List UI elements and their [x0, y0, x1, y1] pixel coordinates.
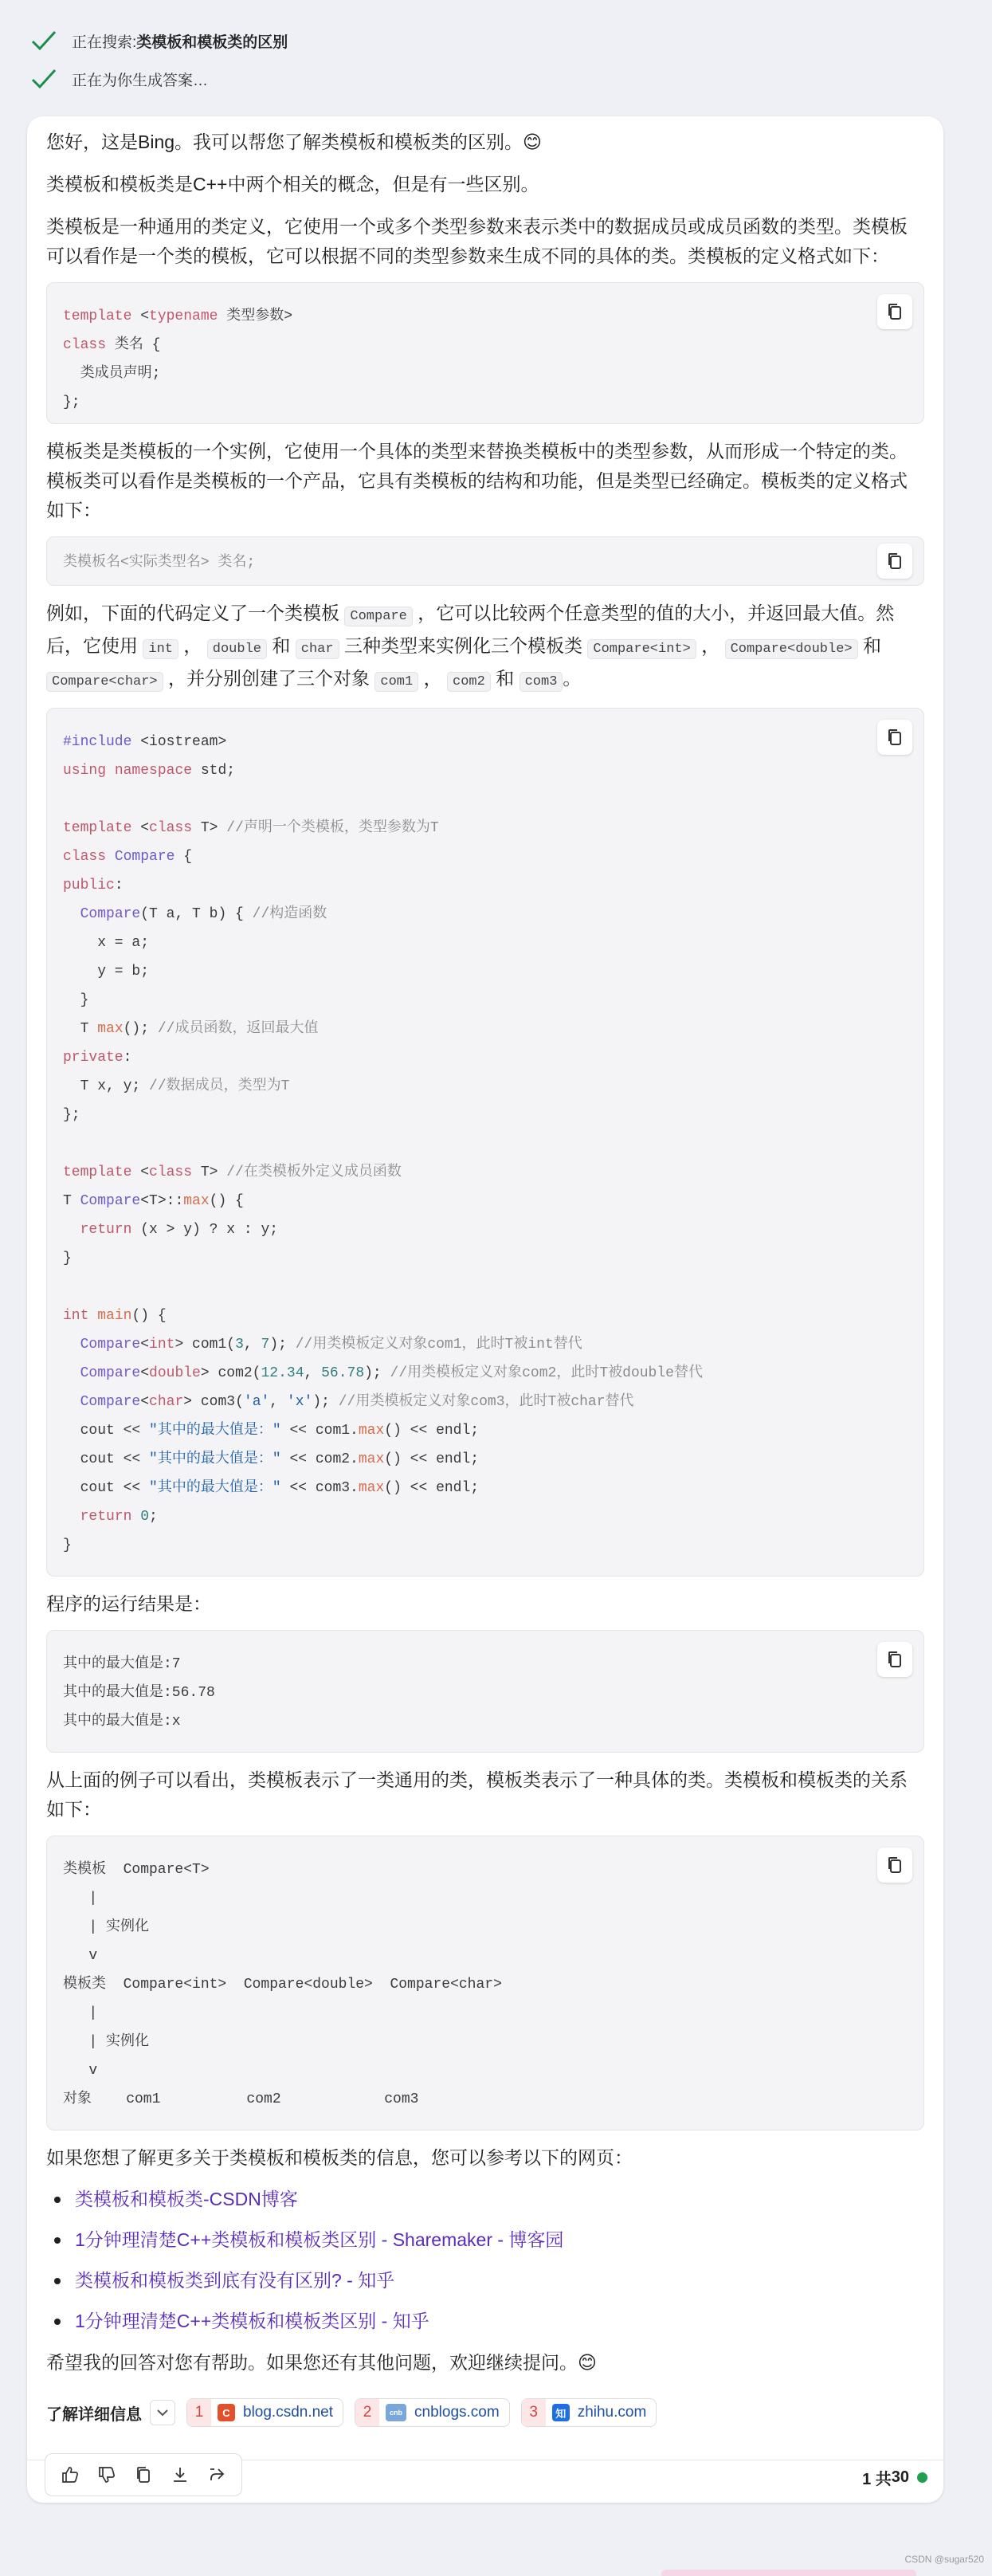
reference-link[interactable]: 1分钟理清楚C++类模板和模板类区别 - 知乎 [75, 2311, 429, 2331]
template-class-desc: 模板类是类模板的一个实例，它使用一个具体的类型来替换类模板中的类型参数，从而形成一个特定的类。模板类可以看作是类模板的一个产品，它具有类模板的结构和功能，但是类型已经确定。模板类的定义格式如下： [46, 441, 908, 520]
code-line: 类模板 Compare<T> [63, 1862, 210, 1878]
relation-desc: 从上面的例子可以看出，类模板表示了一类通用的类，模板类表示了一种具体的类。类模板和模板类的关系如下： [46, 1769, 908, 1820]
code-line: template <class T> //声明一个类模板，类型参数为T [63, 820, 439, 836]
source-chip[interactable] [186, 2398, 343, 2427]
watermark-text: CSDN @sugar520 [904, 2554, 984, 2565]
thumbs-up-icon [61, 2465, 80, 2484]
code-line: | [63, 1891, 98, 1906]
inline-code: int [143, 639, 178, 659]
code-line: | [63, 2005, 98, 2021]
code-line: using namespace std; [63, 763, 236, 779]
search-status-prefix: 正在搜索: [72, 33, 137, 51]
code-line: public: [63, 878, 124, 893]
code-line: #include <iostream> [63, 734, 227, 750]
code-line: return (x > y) ? x : y; [80, 1222, 279, 1238]
cnblogs-favicon-icon: cnb [386, 2404, 406, 2421]
code-line: private: [63, 1050, 132, 1066]
turn-count-total: 30 [891, 2468, 909, 2486]
inline-code: Compare<double> [725, 639, 858, 659]
inline-code: char [296, 639, 339, 659]
code-line: x = a; [63, 935, 150, 951]
code-line: | 实例化 [63, 2034, 150, 2050]
search-query: 类模板和模板类的区别 [136, 33, 288, 51]
source-chip[interactable] [355, 2398, 510, 2427]
code-example-lines [63, 728, 908, 1560]
input-bar-edge [661, 2570, 916, 2576]
example-text: 和 [272, 635, 291, 656]
learn-more-label: 了解详细信息 [46, 2405, 142, 2424]
code-line: 其中的最大值是:x [63, 1714, 181, 1730]
source-site: blog.csdn.net [243, 2404, 334, 2421]
copy-icon [887, 303, 903, 320]
reference-links [46, 2179, 924, 2342]
code-block-output[interactable] [46, 1630, 924, 1753]
example-text: ，它可以比较两个任意类型的值的大小，并返回最大值。然后，它使用 [46, 603, 895, 656]
code-line: } [63, 1537, 72, 1553]
inline-code: com1 [374, 672, 418, 692]
search-status [30, 29, 288, 53]
code-line: Compare<double> com2(12.34, 56.78); //用类模板定义对象com2，此时T被double替代 [80, 1365, 703, 1381]
code-line: }; [63, 1107, 80, 1123]
run-result-label: 程序的运行结果是： [46, 1593, 211, 1614]
code-line: y = b; [63, 964, 150, 980]
code-line: }; [63, 395, 80, 410]
dislike-button[interactable] [90, 2458, 124, 2492]
code-line: v [63, 2063, 98, 2079]
reference-link-item[interactable] [46, 2179, 924, 2220]
copy-code-button[interactable] [877, 294, 912, 329]
source-number: 2 [355, 2399, 379, 2426]
class-template-desc: 类模板是一种通用的类定义，它使用一个或多个类型参数来表示类中的数据成员或成员函数的类型。类模板可以看作是一个类的模板，它可以根据不同的类型参数来生成不同的具体的类。类模板的定义格式如下： [46, 216, 908, 266]
like-button[interactable] [53, 2458, 87, 2492]
code-line: | 实例化 [63, 1919, 150, 1935]
inline-code: com3 [520, 672, 563, 692]
code-diagram-lines [63, 1855, 908, 2114]
inline-code: Compare<int> [587, 639, 696, 659]
inline-code: double [207, 639, 267, 659]
more-info-text: 如果您想了解更多关于类模板和模板类的信息，您可以参考以下的网页： [46, 2147, 633, 2168]
example-text: ， [701, 635, 720, 656]
example-text: ， [423, 668, 442, 689]
closing-text: 希望我的回答对您有帮助。如果您还有其他问题，欢迎继续提问。😊 [46, 2352, 597, 2373]
code-line: 其中的最大值是:56.78 [63, 1685, 215, 1701]
generating-text: 正在为你生成答案… [72, 72, 209, 89]
example-text: ，并分别创建了三个对象 [168, 668, 371, 689]
turn-count-prefix: 1 共 [862, 2471, 892, 2488]
code-line [63, 1273, 908, 1302]
code-line: Compare(T a, T b) { //构造函数 [80, 906, 327, 922]
copy-code-button[interactable] [877, 720, 912, 755]
code-line: T max(); //成员函数，返回最大值 [63, 1021, 319, 1037]
code-line: T x, y; //数据成员，类型为T [63, 1078, 290, 1094]
copy-icon [887, 1856, 903, 1874]
source-site: cnblogs.com [414, 2404, 500, 2421]
example-text: 。 [563, 668, 582, 689]
share-button[interactable] [200, 2458, 233, 2492]
code-line: template <class T> //在类模板外定义成员函数 [63, 1164, 402, 1180]
inline-code: Compare [344, 607, 412, 626]
copy-icon [887, 728, 903, 746]
chevron-down-icon [157, 2409, 168, 2417]
download-icon [171, 2465, 190, 2484]
copy-icon [887, 552, 903, 570]
csdn-favicon-icon: C [218, 2404, 235, 2421]
export-button[interactable] [163, 2458, 197, 2492]
code-line: 其中的最大值是:7 [63, 1656, 181, 1672]
reference-link-item[interactable] [46, 2301, 924, 2342]
example-text: 三种类型来实例化三个模板类 [343, 635, 582, 656]
copy-code-button[interactable] [877, 1848, 912, 1883]
copy-icon [887, 1651, 903, 1668]
example-text: 和 [863, 635, 881, 656]
check-icon [30, 29, 57, 53]
check-icon [30, 67, 57, 91]
code-line: v [63, 1948, 98, 1964]
reference-link[interactable]: 类模板和模板类-CSDN博客 [75, 2189, 298, 2209]
code-line: } [63, 1251, 72, 1266]
code-line: Compare<int> com1(3, 7); //用类模板定义对象com1，此时T被int替代 [80, 1337, 582, 1353]
source-chip[interactable] [521, 2398, 657, 2427]
copy-code-button[interactable] [877, 1642, 912, 1677]
code-line: 模板类 Compare<int> Compare<double> Compare<char> [63, 1977, 502, 1993]
generating-status [30, 67, 208, 91]
intro-text: 类模板和模板类是C++中两个相关的概念，但是有一些区别。 [46, 174, 539, 194]
code-instance-line: 类模板名<实际类型名> 类名; [63, 555, 256, 571]
code-line: 类成员声明; [63, 366, 161, 382]
code-block-instance-def[interactable] [46, 536, 924, 586]
code-line: T Compare<T>::max() { [63, 1193, 244, 1209]
code-block-template-def[interactable] [46, 282, 924, 424]
example-text: 和 [496, 668, 515, 689]
zhihu-favicon-icon: 知 [552, 2404, 570, 2421]
reference-link[interactable]: 1分钟理清楚C++类模板和模板类区别 - Sharemaker - 博客园 [75, 2229, 564, 2250]
greeting-text: 您好，这是Bing。我可以帮您了解类模板和模板类的区别。😊 [46, 132, 543, 152]
source-number: 1 [187, 2399, 211, 2426]
example-paragraph [46, 599, 924, 697]
code-block-example[interactable] [46, 708, 924, 1577]
answer-content [46, 128, 924, 2427]
share-icon [207, 2465, 226, 2484]
code-template-lines [63, 302, 908, 417]
feedback-toolbar [45, 2453, 242, 2496]
reference-link-item[interactable] [46, 2260, 924, 2301]
copy-icon [135, 2465, 152, 2484]
status-dot [917, 2472, 927, 2483]
code-line: class 类名 { [63, 337, 161, 353]
learn-more-row [46, 2398, 924, 2427]
copy-answer-button[interactable] [127, 2458, 160, 2492]
reference-link[interactable]: 类模板和模板类到底有没有区别? - 知乎 [75, 2270, 395, 2291]
code-line: } [63, 992, 89, 1008]
code-block-diagram[interactable] [46, 1836, 924, 2130]
example-text: ， [183, 635, 202, 656]
code-line: Compare<char> com3('a', 'x'); //用类模板定义对象com3，此时T被char替代 [80, 1394, 634, 1410]
code-line: cout << "其中的最大值是：" << com2.max() << endl; [63, 1451, 480, 1467]
code-line: cout << "其中的最大值是：" << com1.max() << endl; [63, 1423, 480, 1439]
copy-code-button[interactable] [877, 544, 912, 579]
answer-card [27, 116, 943, 2503]
code-line: template <typename 类型参数> [63, 308, 293, 324]
code-line: return 0; [80, 1509, 158, 1525]
code-line: cout << "其中的最大值是：" << com3.max() << endl; [63, 1480, 480, 1496]
code-line: 对象 com1 com2 com3 [63, 2091, 419, 2107]
code-line: class Compare { [63, 849, 193, 865]
expand-sources-button[interactable] [150, 2400, 175, 2425]
inline-code: Compare<char> [46, 672, 163, 692]
source-number: 3 [522, 2399, 546, 2426]
source-site: zhihu.com [577, 2404, 647, 2421]
example-text: 例如，下面的代码定义了一个类模板 [46, 603, 339, 623]
reference-link-item[interactable] [46, 2220, 924, 2260]
code-output-lines [63, 1650, 908, 1736]
thumbs-down-icon [97, 2465, 116, 2484]
code-line: int main() { [63, 1308, 167, 1324]
code-line [63, 1129, 908, 1158]
code-line [63, 785, 908, 814]
inline-code: com2 [447, 672, 491, 692]
turn-counter [862, 2466, 927, 2489]
